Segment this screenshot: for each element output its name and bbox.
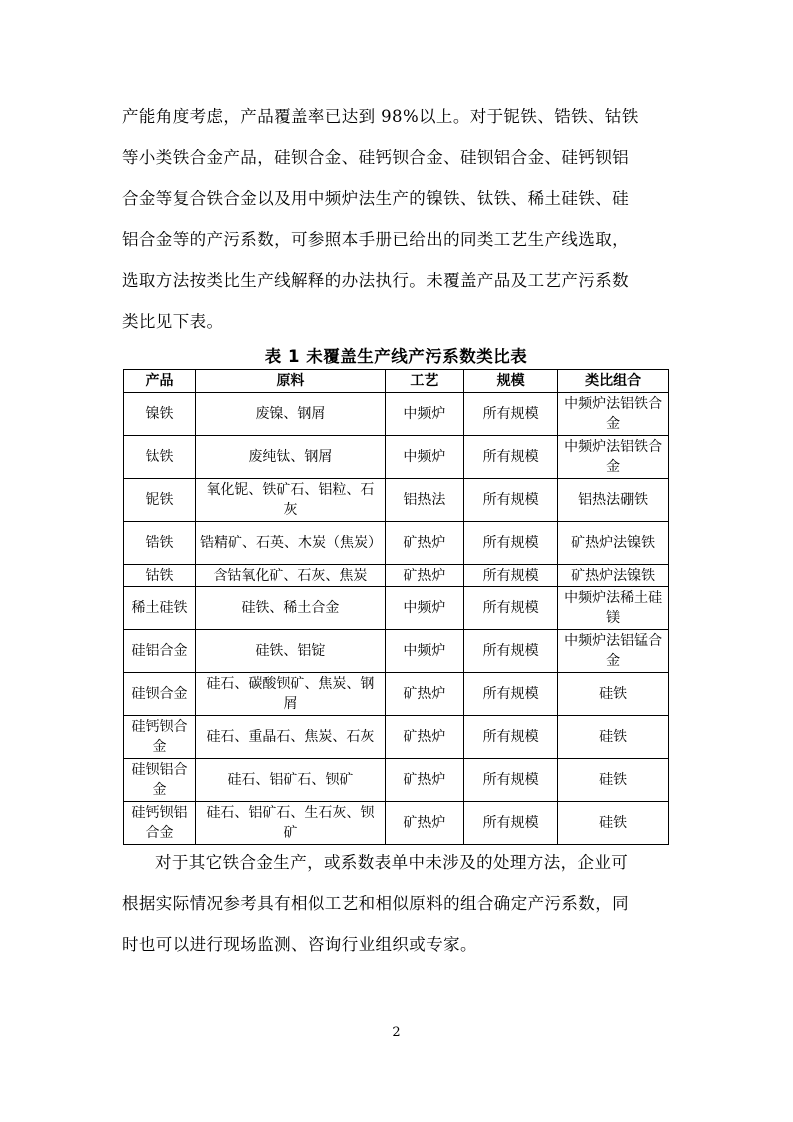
text-line: 等小类铁合金产品，硅钡合金、硅钙钡合金、硅钡铝合金、硅钙钡铝	[122, 148, 629, 167]
header-analogy: 类比组合	[558, 370, 669, 393]
cell-process: 中频炉	[385, 393, 463, 436]
cell-analogy: 硅铁	[558, 716, 669, 759]
table-row	[124, 759, 669, 802]
cell-material: 硅石、重晶石、焦炭、石灰	[196, 716, 386, 759]
cell-analogy: 硅铁	[558, 759, 669, 802]
text-line: 对于其它铁合金生产，或系数表单中未涉及的处理方法，企业可	[155, 853, 629, 872]
cell-product: 镍铁	[124, 393, 196, 436]
analogy-table	[123, 369, 669, 845]
cell-product: 硅钙钡铝合金	[124, 802, 196, 845]
table-row	[124, 587, 669, 630]
text-line: 类比见下表。	[122, 312, 224, 331]
cell-scale: 所有规模	[463, 436, 557, 479]
text-line: 选取方法按类比生产线解释的办法执行。未覆盖产品及工艺产污系数	[122, 271, 629, 290]
cell-process: 中频炉	[385, 436, 463, 479]
cell-analogy: 中频炉法铝锰合金	[558, 630, 669, 673]
cell-material: 废纯钛、钢屑	[196, 436, 386, 479]
cell-product: 硅钡合金	[124, 673, 196, 716]
text-line: 产能角度考虑，产品覆盖率已达到 98%以上。对于铌铁、锆铁、钴铁	[122, 107, 639, 126]
cell-scale: 所有规模	[463, 716, 557, 759]
cell-material: 硅铁、稀土合金	[196, 587, 386, 630]
cell-analogy: 矿热炉法镍铁	[558, 522, 669, 565]
cell-material: 硅石、铝矿石、钡矿	[196, 759, 386, 802]
table-row	[124, 630, 669, 673]
table-caption: 表 1 未覆盖生产线产污系数类比表	[264, 347, 528, 366]
cell-process: 矿热炉	[385, 565, 463, 587]
cell-process: 矿热炉	[385, 673, 463, 716]
table-header-row	[124, 370, 669, 393]
text-line: 根据实际情况参考具有相似工艺和相似原料的组合确定产污系数，同	[122, 894, 629, 913]
cell-material: 硅石、铝矿石、生石灰、钡矿	[196, 802, 386, 845]
cell-scale: 所有规模	[463, 522, 557, 565]
table-row	[124, 436, 669, 479]
text-line: 合金等复合铁合金以及用中频炉法生产的镍铁、钛铁、稀土硅铁、硅	[122, 189, 629, 208]
cell-process: 矿热炉	[385, 759, 463, 802]
cell-process: 铝热法	[385, 479, 463, 522]
cell-analogy: 硅铁	[558, 802, 669, 845]
cell-scale: 所有规模	[463, 802, 557, 845]
cell-material: 氧化铌、铁矿石、铝粒、石灰	[196, 479, 386, 522]
text-line: 时也可以进行现场监测、咨询行业组织或专家。	[122, 935, 477, 954]
header-scale: 规模	[463, 370, 557, 393]
cell-material: 硅石、碳酸钡矿、焦炭、钢屑	[196, 673, 386, 716]
cell-analogy: 中频炉法稀土硅镁	[558, 587, 669, 630]
cell-material: 硅铁、铝锭	[196, 630, 386, 673]
cell-scale: 所有规模	[463, 565, 557, 587]
cell-product: 钛铁	[124, 436, 196, 479]
cell-process: 中频炉	[385, 630, 463, 673]
table-row	[124, 673, 669, 716]
cell-scale: 所有规模	[463, 630, 557, 673]
cell-product: 硅钙钡合金	[124, 716, 196, 759]
cell-material: 废镍、钢屑	[196, 393, 386, 436]
cell-product: 锆铁	[124, 522, 196, 565]
cell-scale: 所有规模	[463, 587, 557, 630]
cell-product: 铌铁	[124, 479, 196, 522]
cell-analogy: 中频炉法铝铁合金	[558, 436, 669, 479]
intro-paragraph	[122, 96, 672, 342]
cell-analogy: 中频炉法铝铁合金	[558, 393, 669, 436]
cell-scale: 所有规模	[463, 759, 557, 802]
table-row	[124, 393, 669, 436]
cell-material: 锆精矿、石英、木炭（焦炭）	[196, 522, 386, 565]
header-product: 产品	[124, 370, 196, 393]
table-row	[124, 522, 669, 565]
cell-analogy: 铝热法硼铁	[558, 479, 669, 522]
table-row	[124, 479, 669, 522]
cell-process: 矿热炉	[385, 522, 463, 565]
table-row	[124, 565, 669, 587]
cell-scale: 所有规模	[463, 479, 557, 522]
table-row	[124, 802, 669, 845]
closing-paragraph	[122, 842, 672, 965]
cell-product: 硅铝合金	[124, 630, 196, 673]
cell-product: 稀土硅铁	[124, 587, 196, 630]
cell-scale: 所有规模	[463, 393, 557, 436]
table-row	[124, 716, 669, 759]
cell-process: 矿热炉	[385, 716, 463, 759]
page-number: 2	[392, 1025, 401, 1040]
header-material: 原料	[196, 370, 386, 393]
cell-scale: 所有规模	[463, 673, 557, 716]
cell-process: 中频炉	[385, 587, 463, 630]
cell-analogy: 矿热炉法镍铁	[558, 565, 669, 587]
cell-material: 含钴氧化矿、石灰、焦炭	[196, 565, 386, 587]
cell-process: 矿热炉	[385, 802, 463, 845]
cell-product: 硅钡铝合金	[124, 759, 196, 802]
cell-product: 钴铁	[124, 565, 196, 587]
text-line: 铝合金等的产污系数，可参照本手册已给出的同类工艺生产线选取，	[122, 230, 629, 249]
header-process: 工艺	[385, 370, 463, 393]
cell-analogy: 硅铁	[558, 673, 669, 716]
